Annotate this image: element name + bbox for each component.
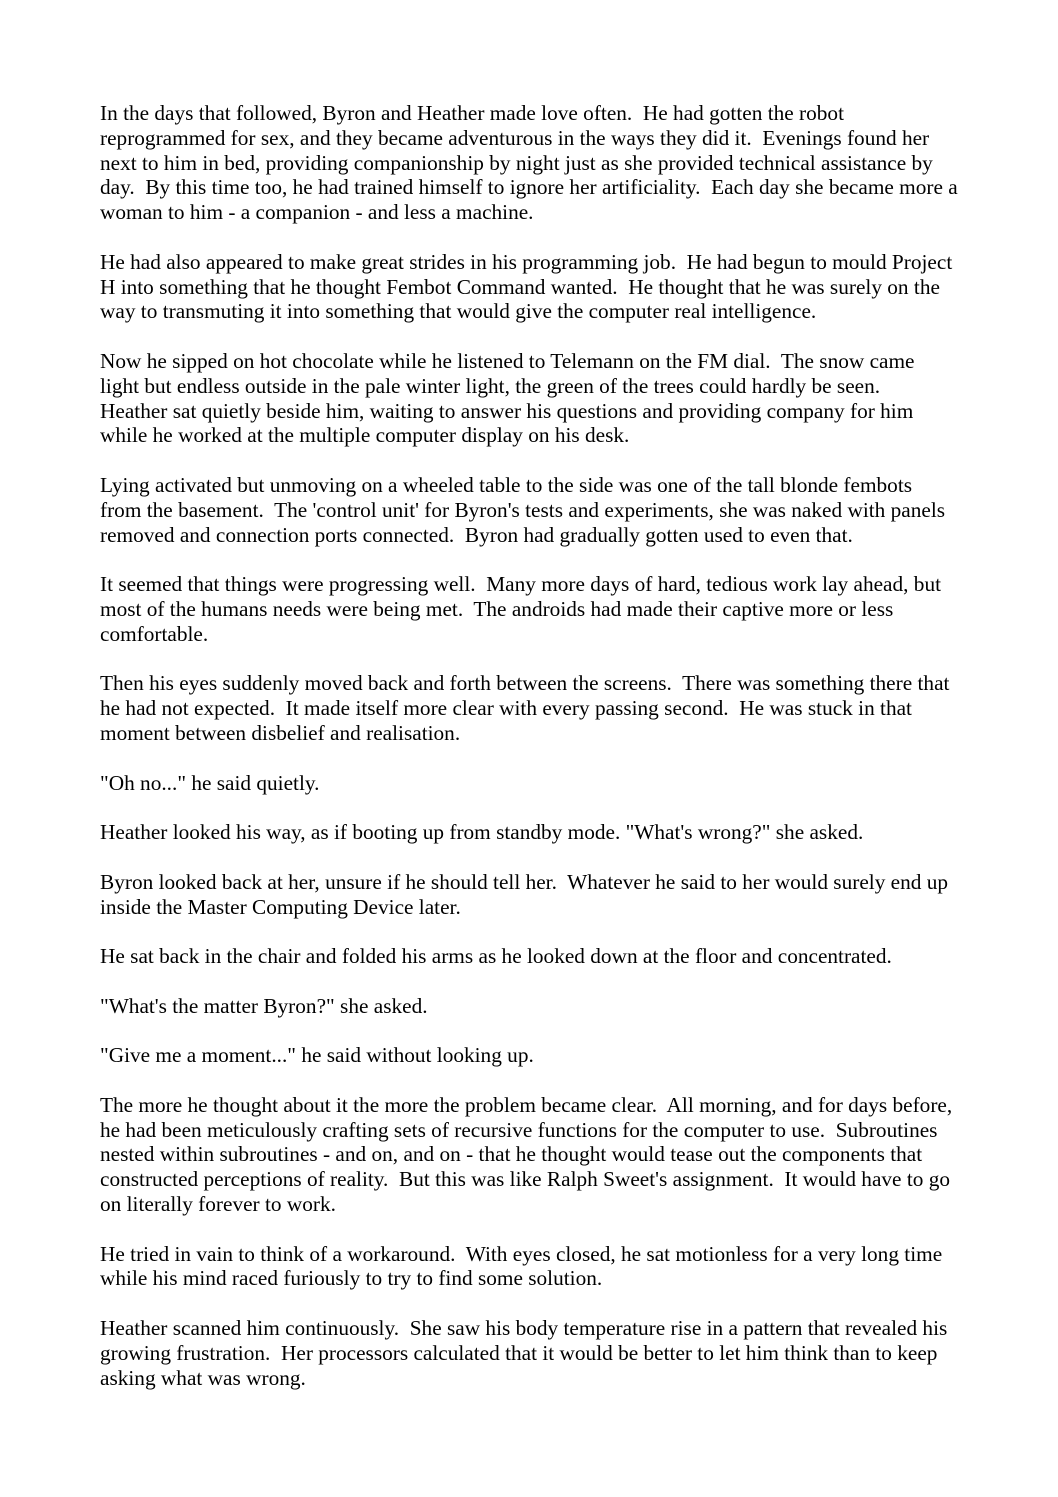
paragraph: Heather scanned him continuously. She saw his body temperature rise in a pattern that revealed his growing frustration. Her processors calculated that it would be better to let him think than to keep asking what was wrong. bbox=[100, 1316, 953, 1390]
paragraph: Now he sipped on hot chocolate while he listened to Telemann on the FM dial. The snow came light but endless outside in the pale winter light, the green of the trees could hardly be seen. Heather sat quietly beside him, waiting to answer his questions and providing company for him while he worked at the multiple computer display on his desk. bbox=[100, 348, 920, 448]
paragraph: "What's the matter Byron?" she asked. bbox=[100, 993, 428, 1018]
paragraph: "Oh no..." he said quietly. bbox=[100, 770, 320, 795]
paragraph: Byron looked back at her, unsure if he should tell her. Whatever he said to her would surely end up inside the Master Computing Device later. bbox=[100, 869, 954, 919]
paragraph: The more he thought about it the more the problem became clear. All morning, and for days before, he had been meticulously crafting sets of recursive functions for the computer to use. Subroutines nested within subroutines - and on, and on - that he thought would tease out the components that constructed perceptions of reality. But this was like Ralph Sweet's assignment. It would have to go on literally forever to work. bbox=[100, 1092, 958, 1217]
text-block bbox=[100, 101, 964, 1415]
paragraph: He had also appeared to make great strides in his programming job. He had begun to mould Project H into something that he thought Fembot Command wanted. He thought that he was surely on the way to transmuting it into something that would give the computer real intelligence. bbox=[100, 249, 958, 324]
paragraph: In the days that followed, Byron and Heather made love often. He had gotten the robot reprogrammed for sex, and they became adventurous in the ways they did it. Evenings found her next to him in bed, providing companionship by night just as she provided technical assistance by day. By this time too, he had trained himself to ignore her artificiality. Each day she became more a woman to him - a companion - and less a machine. bbox=[100, 101, 964, 225]
paragraph: "Give me a moment..." he said without looking up. bbox=[100, 1043, 534, 1068]
paragraph: He sat back in the chair and folded his arms as he looked down at the floor and concentrated. bbox=[100, 944, 892, 969]
paragraph: He tried in vain to think of a workaround. With eyes closed, he sat motionless for a very long time while his mind raced furiously to try to find some solution. bbox=[100, 1241, 948, 1291]
paragraph: Then his eyes suddenly moved back and forth between the screens. There was something there that he had not expected. It made itself more clear with every passing second. He was stuck in that moment between disbelief and realisation. bbox=[100, 671, 955, 745]
paragraph: It seemed that things were progressing well. Many more days of hard, tedious work lay ahead, but most of the humans needs were being met. The androids had made their captive more or less comfortable. bbox=[100, 572, 947, 646]
paragraph: Lying activated but unmoving on a wheeled table to the side was one of the tall blonde fembots from the basement. The 'control unit' for Byron's tests and experiments, she was naked with panels removed and connection ports connected. Byron had gradually gotten used to even that. bbox=[100, 472, 951, 547]
paragraph: Heather looked his way, as if booting up from standby mode. "What's wrong?" she asked. bbox=[100, 820, 864, 845]
